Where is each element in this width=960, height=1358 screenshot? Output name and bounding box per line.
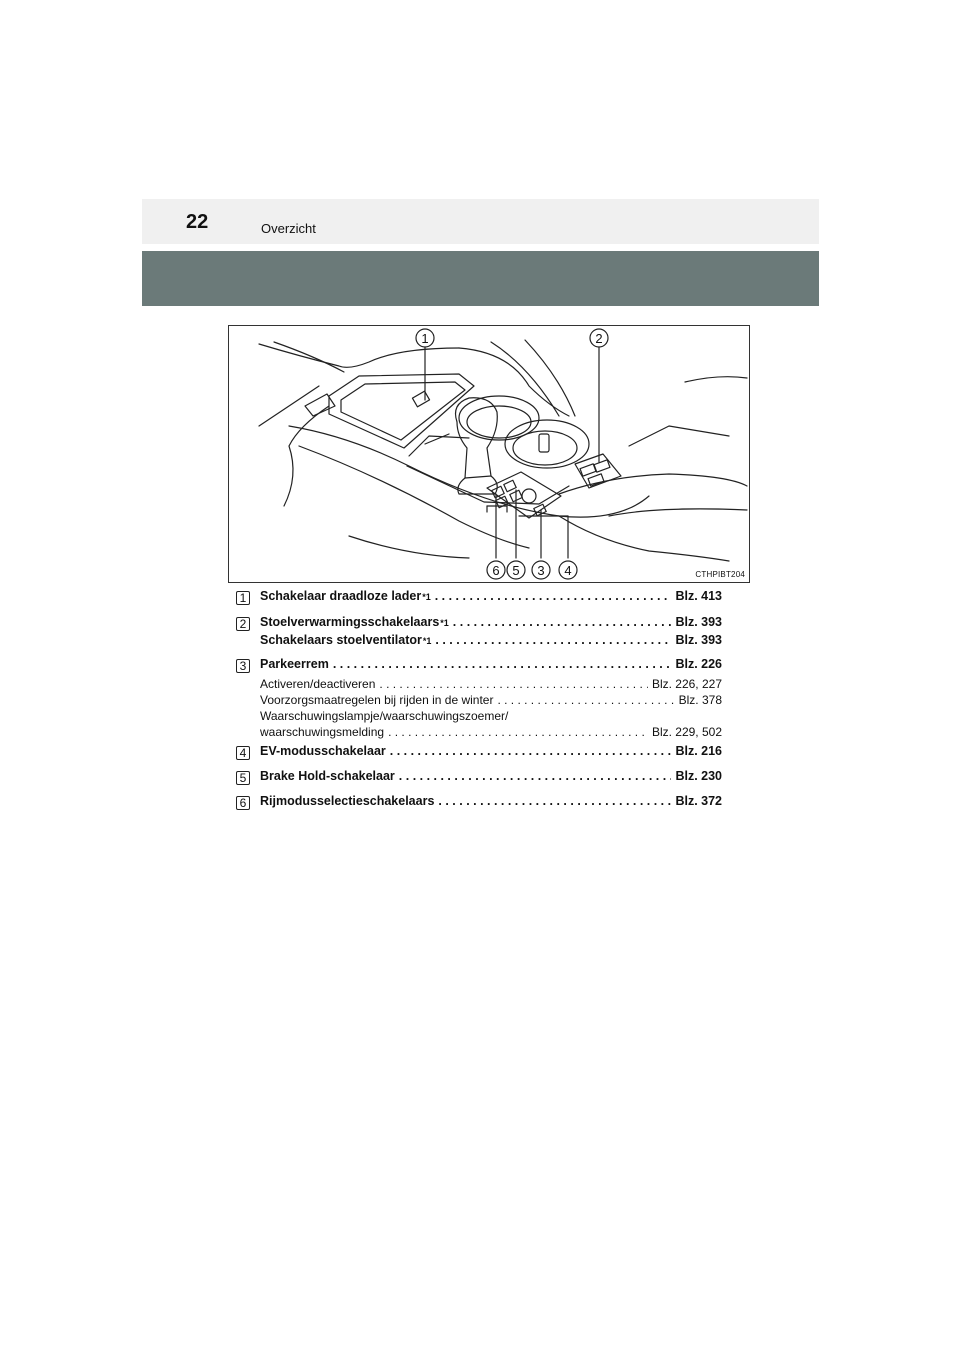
item-label: waarschuwingsmelding bbox=[260, 725, 385, 739]
item-label: Waarschuwingslampje/waarschuwingszoemer/ bbox=[260, 709, 509, 723]
title-band bbox=[142, 251, 819, 306]
footnote-mark: *1 bbox=[422, 592, 431, 602]
page-reference: Blz. 230 bbox=[675, 769, 722, 783]
item-line bbox=[260, 657, 722, 675]
console-illustration bbox=[228, 325, 750, 583]
page-reference: Blz. 216 bbox=[675, 744, 722, 758]
page-reference: Blz. 229, 502 bbox=[651, 725, 722, 739]
page-reference: Blz. 413 bbox=[675, 589, 722, 603]
item-subline bbox=[260, 709, 722, 725]
dot-leader bbox=[333, 657, 672, 671]
item-subline bbox=[260, 677, 722, 693]
item-number: 3 bbox=[236, 659, 250, 673]
dot-leader bbox=[399, 769, 672, 783]
item-line bbox=[260, 744, 722, 762]
dot-leader bbox=[453, 615, 672, 629]
dot-leader bbox=[438, 794, 671, 808]
item-number: 5 bbox=[236, 771, 250, 785]
footnote-mark: *1 bbox=[440, 618, 449, 628]
item-label: Voorzorgsmaatregelen bij rijden in de winter bbox=[260, 693, 494, 707]
footnote-mark: *1 bbox=[422, 636, 432, 646]
dot-leader bbox=[435, 633, 671, 647]
item-subline bbox=[260, 725, 722, 741]
section-title: Overzicht bbox=[261, 221, 316, 236]
page-reference: Blz. 393 bbox=[675, 615, 722, 629]
item-number: 2 bbox=[236, 617, 250, 631]
item-line bbox=[260, 615, 722, 633]
callout-5-label: 5 bbox=[512, 563, 520, 578]
page-reference: Blz. 393 bbox=[675, 633, 722, 647]
item-label: Schakelaars stoelventilator bbox=[260, 633, 422, 647]
callout-1-label: 1 bbox=[421, 331, 429, 346]
dot-leader bbox=[497, 693, 674, 707]
item-label: Stoelverwarmingsschakelaars bbox=[260, 615, 440, 629]
item-line bbox=[260, 589, 722, 607]
item-line bbox=[260, 769, 722, 787]
item-line bbox=[260, 633, 722, 651]
dot-leader bbox=[379, 677, 648, 691]
dot-leader bbox=[435, 589, 672, 603]
item-subline bbox=[260, 693, 722, 709]
item-label: Activeren/deactiveren bbox=[260, 677, 376, 691]
page-number: 22 bbox=[186, 211, 209, 233]
dot-leader bbox=[390, 744, 672, 758]
callout-6-label: 6 bbox=[492, 563, 500, 578]
figure-code: CTHPIBT204 bbox=[695, 570, 745, 579]
page-reference: Blz. 372 bbox=[675, 794, 722, 808]
item-label: Parkeerrem bbox=[260, 657, 329, 671]
dot-leader bbox=[388, 725, 648, 739]
item-number: 6 bbox=[236, 796, 250, 810]
callout-4-label: 4 bbox=[564, 563, 572, 578]
item-number: 1 bbox=[236, 591, 250, 605]
page-reference: Blz. 378 bbox=[678, 693, 722, 707]
item-label: Brake Hold-schakelaar bbox=[260, 769, 395, 783]
item-label: Rijmodusselectieschakelaars bbox=[260, 794, 435, 808]
header-bar bbox=[142, 199, 819, 244]
item-label: EV-modusschakelaar bbox=[260, 744, 386, 758]
callout-3-label: 3 bbox=[537, 563, 545, 578]
center-console-drawing bbox=[229, 326, 749, 582]
item-number: 4 bbox=[236, 746, 250, 760]
page-reference: Blz. 226 bbox=[675, 657, 722, 671]
callout-2-label: 2 bbox=[595, 331, 603, 346]
item-line bbox=[260, 794, 722, 812]
page-reference: Blz. 226, 227 bbox=[651, 677, 722, 691]
item-label: Schakelaar draadloze lader bbox=[260, 589, 422, 603]
